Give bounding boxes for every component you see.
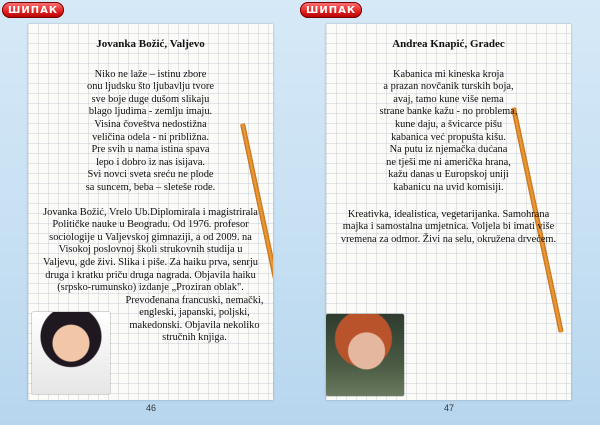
poem-line: kabanica već propušta kišu. — [391, 131, 506, 143]
poem-line: kabanicu na uvid komisiji. — [393, 181, 504, 193]
poem-line: ne tješi me ni američka hrana, — [386, 156, 511, 168]
logo: ШИПАК — [300, 2, 362, 18]
poem-line: Na putu iz njemačka dućana — [389, 144, 508, 156]
poem-line: strane banke kažu - no problema, — [379, 106, 518, 118]
page-number: 47 — [443, 403, 454, 413]
bio-line: majka i samostalna umjetnica. Voljela bi imati više — [342, 221, 555, 233]
poem-line: veličina odela - ni približna. — [92, 131, 209, 143]
author-title: Jovanka Božić, Valjevo — [96, 38, 205, 50]
poem-line: Niko ne laže – istinu zbore — [94, 68, 207, 80]
bio-line: Visokoj poslovnoj školi strukovnih studija u — [58, 244, 243, 256]
poem-line: avaj, tamo kune više nema — [393, 93, 504, 105]
bio-line: vremena za odmor. Živi na selu, okružena drvećem. — [340, 233, 557, 245]
poem-line: sa suncem, beba – sleteše rode. — [85, 181, 216, 193]
bio-line: Prevođenana francuski, nemački, — [125, 294, 264, 306]
bio-line: makedonski. Objavila nekoliko — [129, 319, 260, 331]
bio-line: Političke nauke u Beogradu. Od 1976. profesor — [52, 219, 249, 231]
poem-line: blago ljudima - zemlju imaju. — [88, 106, 213, 118]
bio-line: sociologije u Valjevskoj gimnaziji, a od 2009. na — [49, 231, 252, 243]
author-photo — [326, 314, 404, 396]
poem-line: sve boje duge dušom slikaju — [91, 93, 210, 105]
poem — [28, 69, 273, 195]
author-title: Andrea Knapić, Gradec — [392, 38, 505, 50]
poem-line: kune daju, a švicarce pišu — [394, 118, 503, 130]
left-page — [28, 24, 273, 400]
page-number: 46 — [145, 403, 156, 413]
poem-line: a prazan novčanik turskih boja, — [383, 81, 514, 93]
right-page — [326, 24, 571, 400]
poem — [326, 69, 571, 195]
bio-line: Jovanka Božić, Vrelo Ub.Diplomirala i magistrirala — [43, 206, 258, 218]
poem-line: lepo i dobro iz nas isijava. — [95, 156, 206, 168]
poem-line: Kabanica mi kineska kroja — [392, 68, 505, 80]
author-photo — [32, 312, 110, 394]
bio-line: stručnih knjiga. — [162, 332, 227, 344]
bio-line: Kreativka, idealistica, vegetarijanka. Samohrana — [347, 208, 550, 220]
logo: ШИПАК — [2, 2, 64, 18]
poem-line: Svi novci sveta sreću ne plode — [87, 169, 214, 181]
bio-line: engleski, japanski, poljski, — [139, 307, 250, 319]
bio-line: (srpsko-rumunsko) izdanje „Proziran oblak". — [57, 282, 244, 294]
poem-line: Visina čoveštva nedostižna — [94, 118, 207, 130]
poem-line: kažu danas u Europskoj uniji — [388, 169, 509, 181]
author-bio — [332, 209, 565, 247]
bio-line: druga i kratku priču druga nagrada. Objavila haiku — [45, 269, 256, 281]
poem-line: Pre svih u nama istina spava — [91, 144, 210, 156]
bio-line: Valjevu, gde živi. Slika i piše. Za haiku prva, senrju — [43, 256, 258, 268]
poem-line: onu ljudsku što ljubavlju tvore — [87, 81, 214, 93]
